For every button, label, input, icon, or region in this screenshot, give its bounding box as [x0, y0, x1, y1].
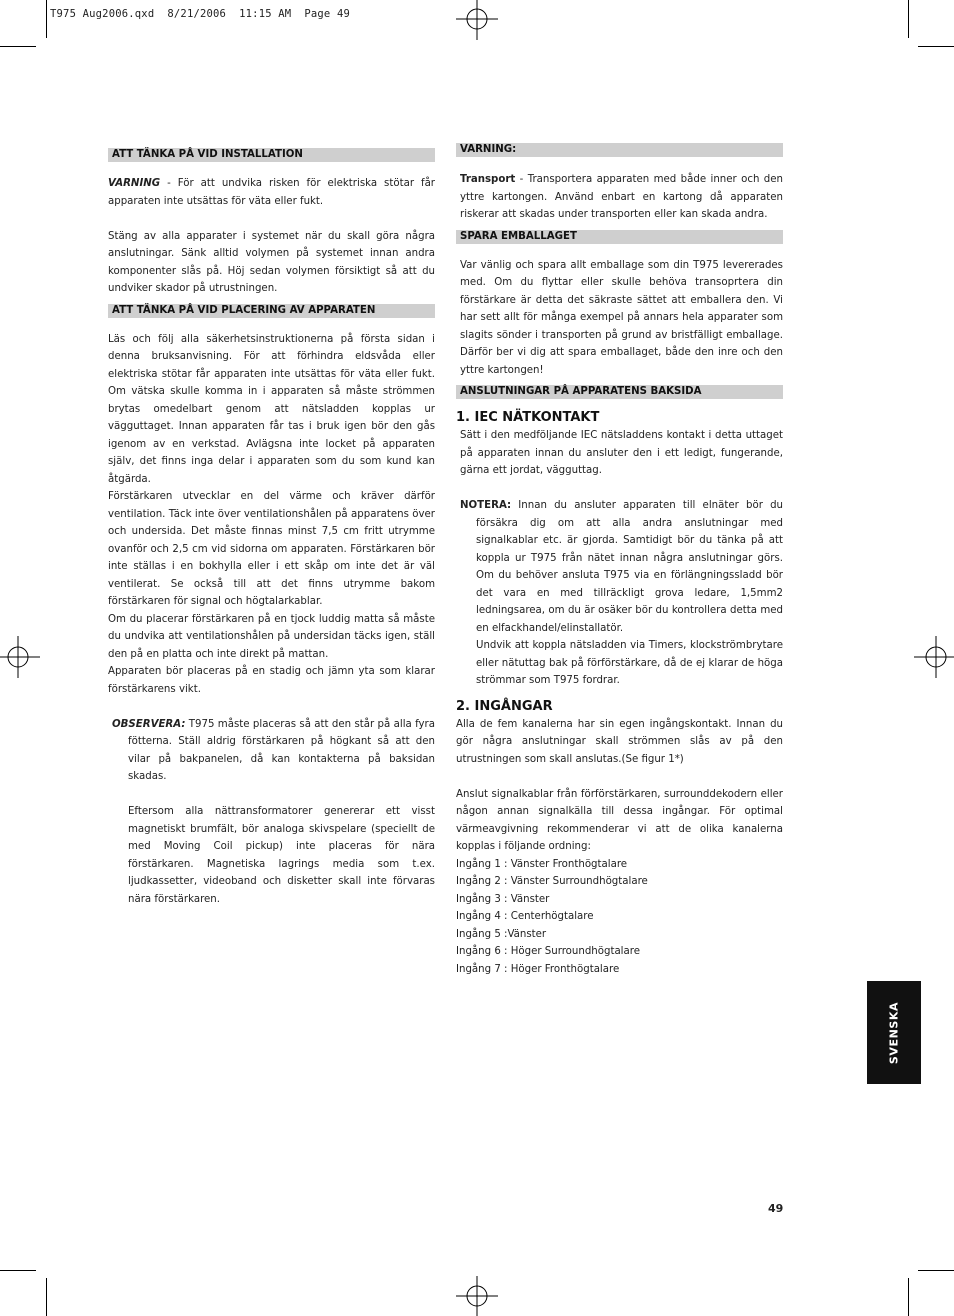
transport-label: Transport — [460, 174, 516, 185]
heading-iec-power: 1. IEC NÄTKONTAKT — [456, 410, 600, 425]
page-number: 49 — [768, 1202, 784, 1215]
left-column — [108, 148, 435, 908]
list-item: Ingång 6 : Höger Surroundhögtalare — [456, 946, 640, 957]
warning-paragraph — [108, 175, 435, 210]
heading-inputs: 2. INGÅNGAR — [456, 698, 553, 714]
power-off-paragraph: Stäng av alla apparater i systemet när du skall göra några anslutningar. Sänk alltid volymen på systemet innan andra komponenter slås på. Höj sedan volymen försiktigt så att du undviker skador på utrustningen. — [108, 230, 435, 294]
registration-mark-icon — [456, 1276, 498, 1316]
crop-mark — [46, 0, 47, 38]
language-tab — [867, 981, 921, 1084]
observe-label: OBSERVERA: — [112, 718, 186, 730]
crop-mark — [46, 1278, 47, 1316]
section-heading-warning: VARNING: — [456, 143, 783, 157]
transport-text: - Transportera apparaten med både inner och den yttre kartongen. Använd enbart en kartong då apparaten riskerar att skadas under transporten eller kan skada andra. — [460, 174, 783, 220]
warning-text: - För att undvika risken för elektriska stötar får apparaten inte utsättas för väta eller fukt. — [108, 178, 435, 207]
placement-paragraph-1: Läs och följ alla säkerhetsinstruktionerna på första sidan i denna bruksanvisning. För att förhindra eldsvåda eller elektriska stötar får apparaten inte utsättas för väta eller fukt. Om vätska skulle komma in i apparaten så måste strömmen brytas omedelbart genom att nätsladden kopplas ur vägguttaget. Innan apparaten får tas i bruk igen bör den gås igenom av en verkstad. Avlägsna inte locket på apparaten själv, det finns inga delar i apparaten som du som kund kan åtgärda. — [108, 333, 435, 485]
observe-note-2: Eftersom alla nättransformatorer genererar ett visst magnetiskt brumfält, bör analoga skivspelare (speciellt de med Moving Coil pickup) inte placeras för nära förstärkaren. Magnetiska lagrings media som t.ex. ljudkassetter, videoband och disketter skall inte förvaras nära förstärkaren. — [128, 806, 435, 905]
observe-note — [108, 716, 435, 786]
registration-mark-icon — [456, 0, 498, 40]
placement-paragraph-2: Förstärkaren utvecklar en del värme och kräver därför ventilation. Täck inte över ventilationshålen på apparatens över och undersida. Det måste finnas minst 7,5 cm fritt utrymme ovanför och 2,5 cm vid sidorna om apparaten. Förstärkaren bör inte ställas i en bokhylla eller i ett skåp om inte det är väl ventilerat. Se också till att det finns utrymme bakom förstärkaren för signal och högtalarkablar. — [108, 491, 435, 607]
inputs-list — [456, 856, 783, 979]
placement-paragraph-3: Om du placerar förstärkaren på en tjock luddig matta så måste du undvika att ventilationshålen på undersidan täcks igen, ställ den på en platta och inte direkt på mattan. — [108, 613, 435, 660]
packaging-paragraph: Var vänlig och spara allt emballage som din T975 levererades med. Om du flyttar eller skulle behöva transoprtera din förstärkare är detta det säkraste sättet att emballera den. Vi har sett allt för många exempel på annars hela apparater som slagits sönder i transporten på grund av bristfälligt emballage. Därför ber vi dig att spara emballaget, både den inre och den yttre kartongen! — [460, 259, 783, 376]
inputs-paragraph: Alla de fem kanalerna har sin egen ingångskontakt. Innan du gör några anslutningar skall strömmen slås av på den utrustningen som skall anslutas.(Se figur 1*) — [456, 718, 783, 765]
section-heading-packaging: SPARA EMBALLAGET — [456, 230, 783, 244]
right-column — [456, 143, 783, 978]
list-item: Ingång 4 : Centerhögtalare — [456, 911, 594, 922]
list-item: Ingång 7 : Höger Fronthögtalare — [456, 963, 620, 975]
language-tab-label: SVENSKA — [887, 1001, 901, 1064]
section-heading-placement: ATT TÄNKA PÅ VID PLACERING AV APPARATEN — [108, 304, 435, 318]
crop-mark — [0, 46, 36, 47]
observe-text: T975 måste placeras så att den står på alla fyra fötterna. Ställ aldrig förstärkaren på högkant så att den vilar på bakpanelen, då kan kontakterna på baksidan skadas. — [128, 718, 435, 782]
registration-mark-icon — [914, 636, 954, 678]
note-paragraph — [456, 497, 783, 637]
inputs-paragraph-2: Anslut signalkablar från förförstärkaren, surrounddekodern eller någon annan signalkälla till dessa ingångar. För optimal värmeavgivning rekommenderar vi att de olika kanalerna kopplas i följande ordning: — [456, 788, 783, 852]
note-text: Innan du ansluter apparaten till elnäter bör du försäkra dig om att alla andra anslutningar med signalkablar etc. är gjorda. Samtidigt bör du tänka på att koppla ur T975 från nätet innan några anslutningar görs. Om du behöver ansluta T975 via en förlängningssladd bör det vara en med tillräckligt grova ledare, 1,5mm2 ledningsarea, om du är osäker bör du kontrollera detta med en elfackhandel/elinstallatör. — [476, 500, 783, 634]
note-paragraph-2: Undvik att koppla nätsladden via Timers, klockströmbrytare eller nätuttag bak på förförstärkare, då de ej klarar de höga strömmar som T975 fordrar. — [476, 640, 783, 686]
crop-mark — [0, 1270, 36, 1271]
list-item: Ingång 5 :Vänster — [456, 928, 547, 940]
section-heading-connections: ANSLUTNINGAR PÅ APPARATENS BAKSIDA — [456, 385, 783, 399]
placement-paragraph-4: Apparaten bör placeras på en stadig och jämn yta som klarar förstärkarens vikt. — [108, 666, 435, 695]
crop-mark — [908, 0, 909, 38]
list-item: Ingång 3 : Vänster — [456, 893, 550, 905]
list-item: Ingång 2 : Vänster Surroundhögtalare — [456, 876, 648, 887]
crop-mark — [918, 1270, 954, 1271]
crop-mark — [918, 46, 954, 47]
warning-label: VARNING — [108, 178, 161, 189]
transport-paragraph — [456, 171, 783, 224]
note-label: NOTERA: — [460, 500, 512, 511]
crop-mark — [908, 1278, 909, 1316]
list-item: Ingång 1 : Vänster Fronthögtalare — [456, 858, 628, 870]
print-slug: T975 Aug2006.qxd 8/21/2006 11:15 AM Page 49 — [50, 8, 350, 20]
registration-mark-icon — [0, 636, 40, 678]
section-heading-installation: ATT TÄNKA PÅ VID INSTALLATION — [108, 148, 435, 162]
iec-paragraph: Sätt i den medföljande IEC nätsladdens kontakt i detta uttaget på apparaten innan du ansluter den i ett ledigt, fungerande, gärna ett jordat, vägguttag. — [460, 430, 783, 476]
